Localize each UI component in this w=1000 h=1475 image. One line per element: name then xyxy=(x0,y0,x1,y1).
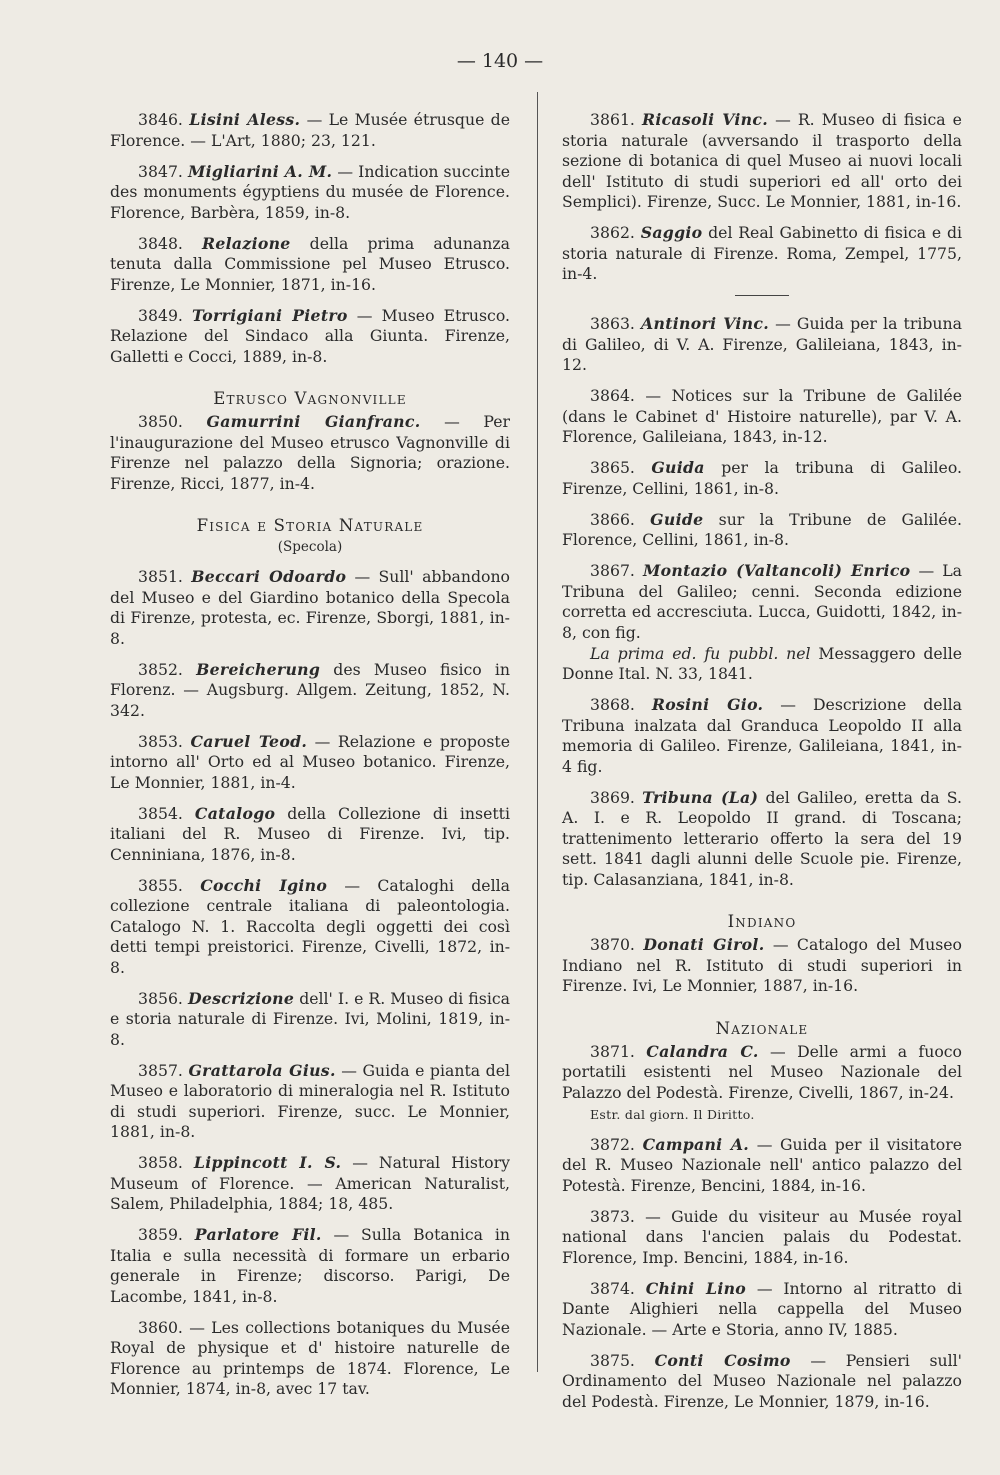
heading-text: Fisica e Storia Naturale xyxy=(196,516,424,535)
entry-number: 3874. xyxy=(590,1278,635,1298)
page-number: — 140 — xyxy=(456,50,544,72)
entry-number: 3849. xyxy=(138,305,183,325)
entry-author: Cocchi Igino xyxy=(200,875,328,895)
entry-number: 3868. xyxy=(590,695,635,714)
entry-3849 xyxy=(110,306,510,368)
entry-number: 3859. xyxy=(138,1225,183,1244)
entry-3871 xyxy=(562,1042,962,1104)
entry-text: — Per l'inaugurazione del Museo etrusco Vagnonville di Firenze nel palazzo della Signoria; orazione. Firenze, Ricci, 1877, in-4. xyxy=(110,412,510,493)
entry-3856 xyxy=(110,989,510,1051)
entry-text: — Descrizione della Tribuna inalzata dal Granduca Leopoldo II alla memoria di Galileo. Firenze, Galileiana, 1841, in-4 fig. xyxy=(562,695,962,776)
section-heading-nazionale xyxy=(562,1019,962,1038)
entry-number: 3870. xyxy=(590,935,635,954)
column-divider xyxy=(537,92,538,1372)
entry-3873 xyxy=(562,1207,962,1269)
entry-text: — La Tribuna del Galileo; cenni. Seconda edizione corretta ed accresciuta. Lucca, Guidotti, 1842, in-8, con fig. xyxy=(562,561,962,642)
entry-3867 xyxy=(562,561,962,643)
entry-text: — Guida e pianta del Museo e laboratorio di mineralogia nel R. Istituto di studi superiori. Firenze, succ. Le Monnier, 1881, in-8. xyxy=(110,1060,510,1141)
entry-text: della Collezione di insetti italiani del R. Museo di Firenze. Ivi, tip. Cenniniana, 1876, in-8. xyxy=(110,803,510,864)
entry-3847 xyxy=(110,162,510,224)
note-italic: La prima ed. fu pubbl. nel xyxy=(590,643,811,663)
entry-number: 3867. xyxy=(590,561,635,580)
entry-number: 3856. xyxy=(138,988,183,1008)
entry-3874 xyxy=(562,1279,962,1341)
entry-author: Montazio (Valtancoli) Enrico xyxy=(642,561,911,580)
entry-author: Lippincott I. S. xyxy=(193,1153,342,1172)
entry-number: 3866. xyxy=(590,509,635,529)
entry-text: del Galileo, eretta da S. A. I. e R. Leopoldo II grand. di Toscana; trattenimento letterario offerto la sera del 19 sett. 1841 dagli alunni delle Scuole pie. Firenze, tip. Calasanziana, 1841, in-8. xyxy=(562,787,962,889)
entry-number: 3863. xyxy=(590,314,635,333)
entry-text: — Guida per la tribuna di Galileo, di V. A. Firenze, Galileiana, 1843, in-12. xyxy=(562,314,962,374)
entry-3859 xyxy=(110,1225,510,1307)
entry-author: Donati Girol. xyxy=(643,935,765,954)
heading-text: Nazionale xyxy=(715,1018,809,1038)
note-text: Messaggero delle Donne Ital. N. 33, 1841. xyxy=(562,643,962,683)
entry-3850 xyxy=(110,412,510,494)
entry-3851 xyxy=(110,567,510,649)
entry-3854 xyxy=(110,804,510,866)
entry-3864 xyxy=(562,386,962,448)
entry-text: della prima adunanza tenuta dalla Commissione pel Museo Etrusco. Firenze, Le Monnier, 1871, in-16. xyxy=(110,233,510,294)
left-column xyxy=(110,110,510,1410)
entry-text: — Pensieri sull' Ordinamento del Museo Nazionale nel palazzo del Podestà. Firenze, Le Monnier, 1879, in-16. xyxy=(562,1350,962,1411)
entry-number: 3865. xyxy=(590,458,635,477)
entry-author: Conti Cosimo xyxy=(654,1350,791,1370)
entry-author: Campani A. xyxy=(642,1134,750,1154)
entry-text: — Notices sur la Tribune de Galilée (dans le Cabinet d' Histoire naturelle), par V. A. Florence, Galileiana, 1843, in-12. xyxy=(562,386,962,446)
right-column xyxy=(562,110,962,1423)
entry-3875 xyxy=(562,1351,962,1413)
section-heading-etrusco-vagnonville xyxy=(110,389,510,408)
entry-text: — Guida per il visitatore del R. Museo Nazionale nell' antico palazzo del Potestà. Firenze, Bencini, 1884, in-16. xyxy=(562,1134,962,1195)
entry-3852 xyxy=(110,660,510,722)
entry-3872 xyxy=(562,1135,962,1197)
entry-author: Guida xyxy=(651,458,705,477)
entry-text: del Real Gabinetto di fisica e di storia naturale di Firenze. Roma, Zempel, 1775, in-4. xyxy=(562,223,962,283)
entry-number: 3858. xyxy=(138,1153,183,1172)
entry-text: — Relazione e proposte intorno all' Orto ed al Museo botanico. Firenze, Le Monnier, 1881, in-4. xyxy=(110,731,510,792)
entry-text: — Les collections botaniques du Musée Royal de physique et d' histoire naturelle de Florence au printemps de 1874. Florence, Le Monnier, 1874, in-8, avec 17 tav. xyxy=(110,1317,510,1398)
entry-author: Tribuna (La) xyxy=(642,787,759,807)
entry-number: 3855. xyxy=(138,875,183,895)
entry-3861 xyxy=(562,110,962,213)
entry-number: 3850. xyxy=(138,412,183,431)
entry-number: 3848. xyxy=(138,233,183,253)
entry-3857 xyxy=(110,1061,510,1143)
entry-text: — Delle armi a fuoco portatili esistenti nel Museo Nazionale del Palazzo del Podestà. Firenze, Civelli, 1867, in-24. xyxy=(562,1041,962,1102)
entry-text: des Museo fisico in Florenz. — Augsburg. Allgem. Zeitung, 1852, N. 342. xyxy=(110,659,510,720)
entry-author: Torrigiani Pietro xyxy=(192,305,348,325)
entry-author: Calandra C. xyxy=(646,1041,759,1061)
entry-text: — Sulla Botanica in Italia e sulla necessità di formare un erbario generale in Firenze; discorso. Parigi, De Lacombe, 1841, in-8. xyxy=(110,1225,510,1306)
entry-author: Chini Lino xyxy=(645,1278,747,1298)
heading-text: Indiano xyxy=(727,912,797,931)
entry-number: 3861. xyxy=(590,110,635,129)
entry-number: 3846. xyxy=(138,110,183,129)
entry-author: Descrizione xyxy=(187,988,295,1008)
entry-text: sur la Tribune de Galilée. Florence, Cellini, 1861, in-8. xyxy=(562,509,962,549)
entry-3862 xyxy=(562,223,962,285)
entry-author: Bereicherung xyxy=(196,659,321,679)
entry-3866 xyxy=(562,510,962,551)
entry-number: 3869. xyxy=(590,787,635,807)
entry-author: Rosini Gio. xyxy=(651,695,764,714)
entry-author: Parlatore Fil. xyxy=(194,1225,322,1244)
separator-line xyxy=(735,295,789,296)
entry-author: Gamurrini Gianfranc. xyxy=(206,412,421,431)
entry-3855 xyxy=(110,876,510,979)
entry-number: 3854. xyxy=(138,803,183,823)
entry-text: — Sull' abbandono del Museo e del Giardino botanico della Specola di Firenze, protesta, ec. Firenze, Sborgi, 1881, in-8. xyxy=(110,567,510,648)
entry-number: 3847. xyxy=(138,161,183,181)
entry-author: Guide xyxy=(650,509,704,529)
entry-text: — Museo Etrusco. Relazione del Sindaco alla Giunta. Firenze, Galletti e Cocci, 1889, in-8. xyxy=(110,305,510,366)
heading-text: Etrusco Vagnonville xyxy=(213,389,407,408)
section-heading-indiano xyxy=(562,912,962,931)
entry-number: 3853. xyxy=(138,731,183,751)
entry-author: Relazione xyxy=(202,233,291,253)
entry-number: 3873. xyxy=(590,1206,635,1226)
entry-text: — Catalogo del Museo Indiano nel R. Istituto di studi superiori in Firenze. Ivi, Le Monnier, 1887, in-16. xyxy=(562,935,962,995)
entry-number: 3852. xyxy=(138,659,183,679)
entry-3860 xyxy=(110,1318,510,1400)
entry-3870 xyxy=(562,935,962,997)
entry-author: Migliarini A. M. xyxy=(188,161,333,181)
entry-number: 3875. xyxy=(590,1350,635,1370)
entry-number: 3864. xyxy=(590,386,635,405)
entry-author: Lisini Aless. xyxy=(189,110,301,129)
entry-text: — Le Musée étrusque de Florence. — L'Art, 1880; 23, 121. xyxy=(110,110,510,150)
section-subheading-specola: (Specola) xyxy=(277,539,343,555)
entry-3848 xyxy=(110,234,510,296)
entry-author: Beccari Odoardo xyxy=(191,567,347,586)
entry-number: 3862. xyxy=(590,223,635,242)
entry-text: dell' I. e R. Museo di fisica e storia naturale di Firenze. Ivi, Molini, 1819, in-8. xyxy=(110,988,510,1049)
entry-number: 3872. xyxy=(590,1134,635,1154)
entry-author: Antinori Vinc. xyxy=(641,314,769,333)
entry-number: 3860. xyxy=(138,1317,183,1337)
section-heading-fisica xyxy=(110,516,510,535)
entry-3863 xyxy=(562,314,962,376)
entry-text: — Cataloghi della collezione centrale italiana di paleontologia. Catalogo N. 1. Raccolta degli oggetti dei così detti tempi preistorici. Firenze, Civelli, 1872, in-8. xyxy=(110,875,510,977)
entry-text: — Guide du visiteur au Musée royal national dans l'ancien palais du Podestat. Florence, Imp. Bencini, 1884, in-16. xyxy=(562,1206,962,1267)
entry-text: — Natural History Museum of Florence. — American Naturalist, Salem, Philadelphia, 1884; 18, 485. xyxy=(110,1153,510,1213)
entry-text: per la tribuna di Galileo. Firenze, Cellini, 1861, in-8. xyxy=(562,458,962,498)
entry-3867-note xyxy=(562,644,962,685)
entry-author: Caruel Teod. xyxy=(190,731,308,751)
entry-3871-note: Estr. dal giorn. Il Diritto. xyxy=(590,1106,755,1122)
entry-author: Ricasoli Vinc. xyxy=(642,110,768,129)
entry-author: Grattarola Gius. xyxy=(188,1060,336,1080)
entry-text: — R. Museo di fisica e storia naturale (avversando il trasporto della sezione di botanica di quel Museo ai nuovi locali dell' Istituto di studi superiori ed all' orto dei Semplici). Firenze, Succ. Le Monnier, 1881, in-16. xyxy=(562,110,962,211)
entry-author: Catalogo xyxy=(194,803,276,823)
entry-number: 3871. xyxy=(590,1041,635,1061)
entry-3853 xyxy=(110,732,510,794)
entry-number: 3851. xyxy=(138,567,183,586)
entry-3869 xyxy=(562,788,962,891)
entry-number: 3857. xyxy=(138,1060,183,1080)
entry-3865 xyxy=(562,458,962,499)
entry-3846 xyxy=(110,110,510,151)
entry-author: Saggio xyxy=(640,223,703,242)
entry-3858 xyxy=(110,1153,510,1215)
entry-text: — Intorno al ritratto di Dante Alighieri nella cappella del Museo Nazionale. — Arte e Storia, anno IV, 1885. xyxy=(562,1278,962,1339)
entry-text: — Indication succinte des monuments égyptiens du musée de Florence. Florence, Barbèra, 1859, in-8. xyxy=(110,161,510,222)
entry-3868 xyxy=(562,695,962,777)
